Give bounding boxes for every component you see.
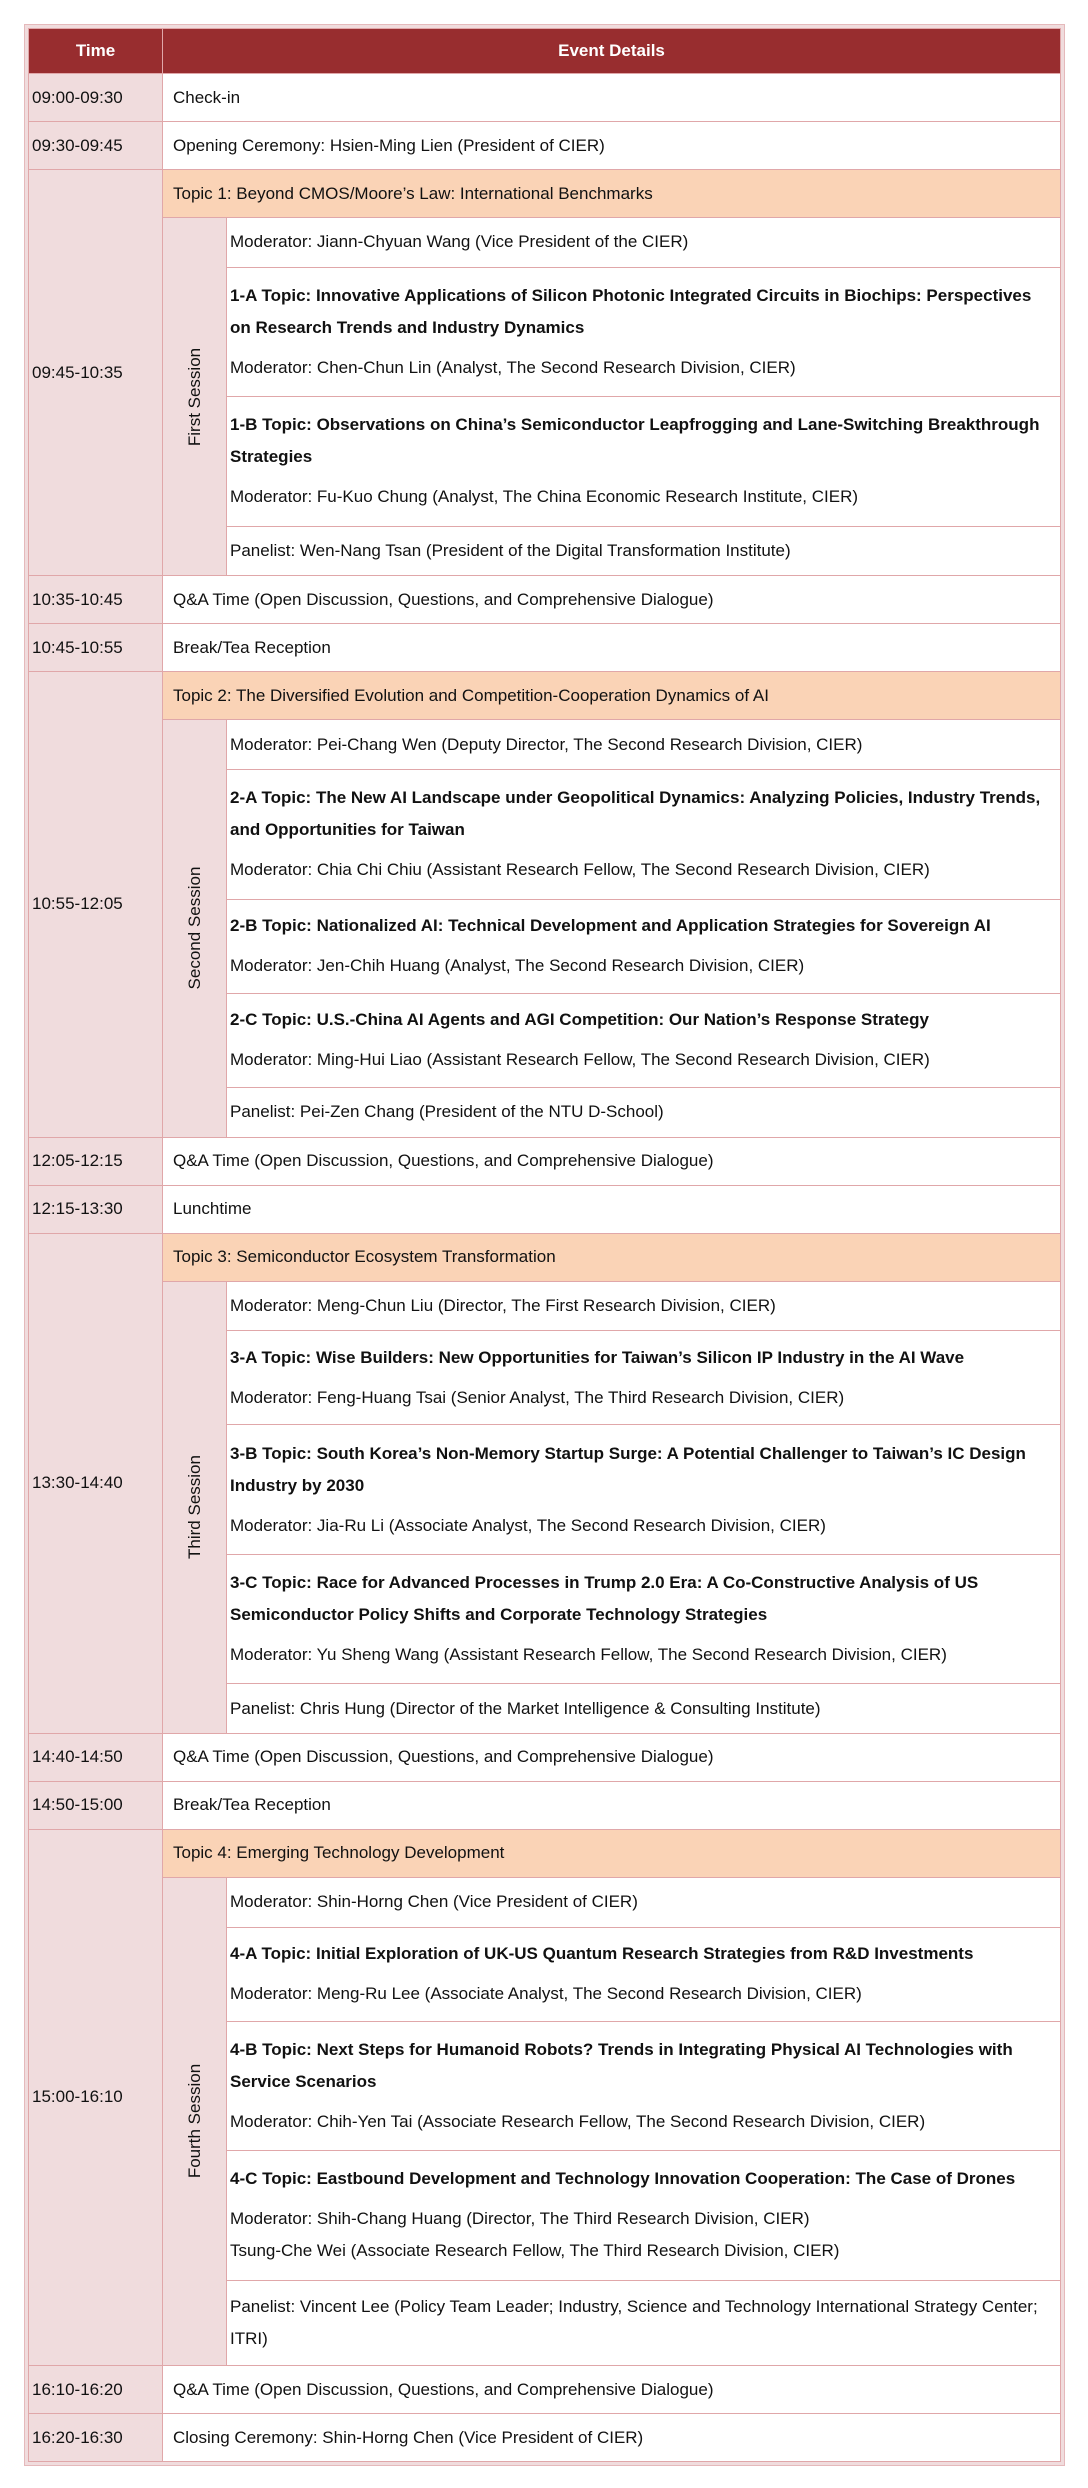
panelist-cell	[227, 526, 1061, 576]
moderator-text: Moderator: Ming-Hui Liao (Assistant Research Fellow, The Second Research Division, CIER)	[230, 1050, 930, 1070]
moderator-text: Moderator: Shin-Horng Chen (Vice President of CIER)	[230, 1892, 638, 1912]
subtopic-cell	[227, 993, 1061, 1087]
agenda-sheet	[24, 24, 1065, 2466]
topic-row	[29, 1829, 1061, 1877]
subtopic-title: 2-A Topic: The New AI Landscape under Geopolitical Dynamics: Analyzing Policies, Industry Trends, and Opportunities for Taiwan	[230, 788, 1041, 840]
panelist-cell	[227, 1684, 1061, 1734]
moderator-text: Moderator: Jiann-Chyuan Wang (Vice President of the CIER)	[230, 232, 689, 252]
session-label-cell	[163, 1877, 227, 2365]
subtopic-title: 4-C Topic: Eastbound Development and Technology Innovation Cooperation: The Case of Drones	[230, 2169, 1016, 2189]
session-label: Third Session	[184, 1455, 204, 1560]
subtopic-cell	[227, 2151, 1061, 2280]
topic-heading: Topic 1: Beyond CMOS/Moore’s Law: International Benchmarks	[163, 170, 1061, 218]
subtopic-cell	[227, 899, 1061, 993]
subtopic-title: 2-B Topic: Nationalized AI: Technical Development and Application Strategies for Sovereign AI	[230, 916, 991, 936]
moderator-text: Moderator: Meng-Ru Lee (Associate Analyst, The Second Research Division, CIER)	[230, 1984, 862, 2004]
subtopic-cell	[227, 1554, 1061, 1683]
agenda-row	[29, 2366, 1061, 2414]
panelist-text: Panelist: Pei-Zen Chang (President of the NTU D-School)	[230, 1102, 664, 1122]
time-cell: 09:00-09:30	[29, 74, 163, 122]
event-cell: Opening Ceremony: Hsien-Ming Lien (President of CIER)	[163, 122, 1061, 170]
time-cell: 16:20-16:30	[29, 2414, 163, 2462]
session-label-cell	[163, 720, 227, 1137]
event-cell: Closing Ceremony: Shin-Horng Chen (Vice President of CIER)	[163, 2414, 1061, 2462]
time-cell: 09:45-10:35	[29, 170, 163, 576]
moderator-text: Tsung-Che Wei (Associate Research Fellow, The Third Research Division, CIER)	[230, 2241, 840, 2261]
time-column-header: Time	[29, 29, 163, 74]
time-cell: 14:50-15:00	[29, 1781, 163, 1829]
time-cell: 09:30-09:45	[29, 122, 163, 170]
subtopic-cell	[227, 1425, 1061, 1554]
agenda-row	[29, 1781, 1061, 1829]
details-column-header: Event Details	[163, 29, 1061, 74]
event-cell: Break/Tea Reception	[163, 1781, 1061, 1829]
event-cell: Check-in	[163, 74, 1061, 122]
time-cell: 12:15-13:30	[29, 1185, 163, 1233]
moderator-text: Moderator: Pei-Chang Wen (Deputy Director, The Second Research Division, CIER)	[230, 734, 863, 754]
session-label: Fourth Session	[184, 2064, 204, 2179]
subtopic-cell	[227, 1331, 1061, 1425]
subtopic-cell	[227, 1927, 1061, 2021]
subtopic-title: 1-A Topic: Innovative Applications of Silicon Photonic Integrated Circuits in Biochips: Perspectives on Research Trends and Industry Dynamics	[230, 286, 1032, 337]
subtopic-title: 3-C Topic: Race for Advanced Processes in Trump 2.0 Era: A Co-Constructive Analysis of US Semiconductor Policy Shifts and Corporate Technology Strategies	[230, 1572, 979, 1624]
topic-heading: Topic 2: The Diversified Evolution and Competition-Cooperation Dynamics of AI	[163, 672, 1061, 720]
moderator-text: Moderator: Jia-Ru Li (Associate Analyst, The Second Research Division, CIER)	[230, 1515, 826, 1535]
agenda-row	[29, 1137, 1061, 1185]
time-cell: 16:10-16:20	[29, 2366, 163, 2414]
session-label: Second Session	[184, 867, 204, 990]
moderator-cell	[227, 1281, 1061, 1331]
session-label-cell	[163, 218, 227, 576]
time-cell: 10:35-10:45	[29, 576, 163, 624]
time-cell: 12:05-12:15	[29, 1137, 163, 1185]
subtopic-title: 4-B Topic: Next Steps for Humanoid Robots? Trends in Integrating Physical AI Technologies with Service Scenarios	[230, 2040, 1013, 2091]
session-row	[29, 218, 1061, 268]
topic-heading: Topic 4: Emerging Technology Development	[163, 1829, 1061, 1877]
moderator-cell	[227, 720, 1061, 770]
agenda-row	[29, 1733, 1061, 1781]
agenda-row	[29, 2414, 1061, 2462]
event-cell: Lunchtime	[163, 1185, 1061, 1233]
agenda-table	[28, 28, 1061, 2462]
agenda-row	[29, 624, 1061, 672]
event-cell: Q&A Time (Open Discussion, Questions, and Comprehensive Dialogue)	[163, 2366, 1061, 2414]
event-cell: Q&A Time (Open Discussion, Questions, and Comprehensive Dialogue)	[163, 576, 1061, 624]
panelist-cell	[227, 2280, 1061, 2365]
time-cell: 10:55-12:05	[29, 672, 163, 1137]
panelist-text: Panelist: Vincent Lee (Policy Team Leader; Industry, Science and Technology International Strategy Center; ITRI)	[230, 2296, 1038, 2348]
event-cell: Q&A Time (Open Discussion, Questions, and Comprehensive Dialogue)	[163, 1733, 1061, 1781]
event-cell: Break/Tea Reception	[163, 624, 1061, 672]
moderator-text: Moderator: Yu Sheng Wang (Assistant Research Fellow, The Second Research Division, CIER)	[230, 1644, 947, 1664]
subtopic-cell	[227, 397, 1061, 526]
moderator-text: Moderator: Jen-Chih Huang (Analyst, The Second Research Division, CIER)	[230, 956, 805, 976]
subtopic-title: 3-A Topic: Wise Builders: New Opportunities for Taiwan’s Silicon IP Industry in the AI Wave	[230, 1347, 965, 1367]
moderator-text: Moderator: Shih-Chang Huang (Director, The Third Research Division, CIER)	[230, 2209, 810, 2229]
time-cell: 13:30-14:40	[29, 1233, 163, 1733]
moderator-text: Moderator: Chen-Chun Lin (Analyst, The Second Research Division, CIER)	[230, 358, 796, 377]
moderator-text: Moderator: Chia Chi Chiu (Assistant Research Fellow, The Second Research Division, CIER)	[230, 860, 930, 880]
moderator-text: Moderator: Chih-Yen Tai (Associate Research Fellow, The Second Research Division, CIER)	[230, 2112, 926, 2131]
session-row	[29, 1281, 1061, 1331]
topic-heading: Topic 3: Semiconductor Ecosystem Transformation	[163, 1233, 1061, 1281]
moderator-cell	[227, 1877, 1061, 1927]
agenda-row	[29, 74, 1061, 122]
panelist-cell	[227, 1087, 1061, 1137]
moderator-text: Moderator: Feng-Huang Tsai (Senior Analyst, The Third Research Division, CIER)	[230, 1387, 845, 1407]
agenda-row	[29, 122, 1061, 170]
subtopic-cell	[227, 267, 1061, 396]
header-row	[29, 29, 1061, 74]
moderator-cell	[227, 218, 1061, 268]
time-cell: 10:45-10:55	[29, 624, 163, 672]
time-cell: 14:40-14:50	[29, 1733, 163, 1781]
topic-row	[29, 672, 1061, 720]
session-label-cell	[163, 1281, 227, 1733]
agenda-row	[29, 1185, 1061, 1233]
session-row	[29, 720, 1061, 770]
panelist-text: Panelist: Wen-Nang Tsan (President of the Digital Transformation Institute)	[230, 541, 791, 561]
subtopic-title: 2-C Topic: U.S.-China AI Agents and AGI Competition: Our Nation’s Response Strategy	[230, 1010, 929, 1030]
subtopic-title: 4-A Topic: Initial Exploration of UK-US Quantum Research Strategies from R&D Investments	[230, 1944, 974, 1964]
agenda-row	[29, 576, 1061, 624]
panelist-text: Panelist: Chris Hung (Director of the Market Intelligence & Consulting Institute)	[230, 1698, 821, 1718]
session-row	[29, 1877, 1061, 1927]
subtopic-cell	[227, 2021, 1061, 2150]
subtopic-title: 1-B Topic: Observations on China’s Semiconductor Leapfrogging and Lane-Switching Breakthrough Strategies	[230, 415, 1040, 467]
subtopic-title: 3-B Topic: South Korea’s Non-Memory Startup Surge: A Potential Challenger to Taiwan’s IC Design Industry by 2030	[230, 1443, 1026, 1495]
moderator-text: Moderator: Fu-Kuo Chung (Analyst, The China Economic Research Institute, CIER)	[230, 487, 859, 507]
event-cell: Q&A Time (Open Discussion, Questions, and Comprehensive Dialogue)	[163, 1137, 1061, 1185]
topic-row	[29, 1233, 1061, 1281]
moderator-text: Moderator: Meng-Chun Liu (Director, The First Research Division, CIER)	[230, 1295, 776, 1315]
time-cell: 15:00-16:10	[29, 1829, 163, 2365]
subtopic-cell	[227, 770, 1061, 899]
topic-row	[29, 170, 1061, 218]
session-label: First Session	[184, 347, 204, 446]
